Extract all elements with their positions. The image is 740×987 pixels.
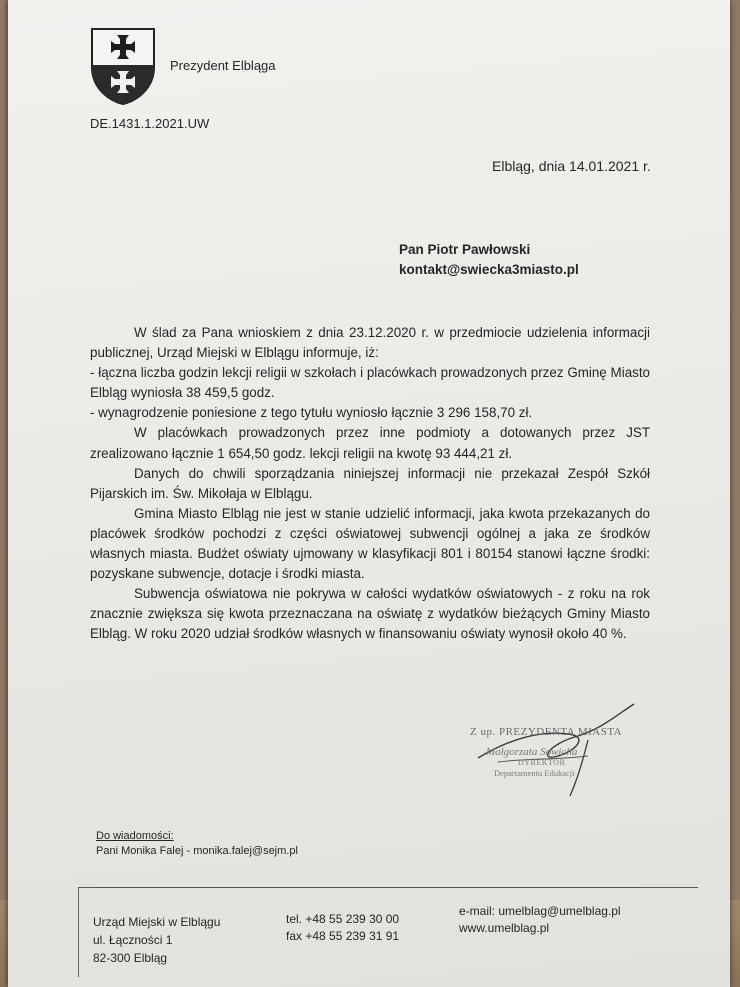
- stamp-role: DYREKTOR: [518, 758, 566, 767]
- elblag-coat-of-arms-icon: [90, 27, 156, 105]
- footer-margin-line: [78, 887, 79, 977]
- body-paragraph: Danych do chwili sporządzania niniejszej informacji nie przekazał Zespół Szkół Pijarskich im. Św. Mikołaja w Elblągu.: [90, 465, 650, 501]
- stamp-name: Małgorzata Sowicha: [486, 746, 578, 758]
- sender-title: Prezydent Elbląga: [170, 58, 276, 73]
- recipient-name: Pan Piotr Pawłowski: [399, 242, 531, 257]
- body-paragraph: Gmina Miasto Elbląg nie jest w stanie udzielić informacji, jaka kwota przekazanych do placówek środków pochodzi z części oświatowej subwencji ogólnej a jaka ze środków własnych miasta. Budżet oświaty ujmowany w klasyfikacji 801 i 80154 stanowi łączne środki: pozyskane subwencje, dotacje i środki miasta.: [90, 505, 650, 582]
- footer-postcode: 82-300 Elbląg: [93, 951, 168, 965]
- body-paragraph: W ślad za Pana wnioskiem z dnia 23.12.2020 r. w przedmiocie udzielenia informacji publicznej, Urząd Miejski w Elblągu informuje, iż:: [90, 325, 650, 361]
- cc-label: Do wiadomości:: [96, 830, 174, 842]
- footer-email: e-mail: umelblag@umelblag.pl: [459, 904, 621, 918]
- letter-body: [90, 323, 650, 645]
- footer-address: [93, 913, 220, 967]
- cc-recipient: Pani Monika Falej - monika.falej@sejm.pl: [96, 845, 298, 857]
- footer-fax: fax +48 55 239 31 91: [286, 929, 400, 943]
- body-paragraph: - łączna liczba godzin lekcji religii w szkołach i placówkach prowadzonych przez Gminę Miasto Elbląg wyniosła 38 459,5 godz.: [90, 365, 650, 401]
- footer-divider: [78, 887, 698, 888]
- letter-page: [8, 0, 730, 987]
- body-paragraph: Subwencja oświatowa nie pokrywa w całości wydatków oświatowych - z roku na rok znacznie zwiększa się kwota przeznaczana na oświatę z wydatków bieżących Gminy Miasto Elbląg. W roku 2020 udział środków własnych w finansowaniu oświaty wynosił około 40 %.: [90, 586, 650, 642]
- recipient-block: [399, 240, 579, 280]
- footer-tel: tel. +48 55 239 30 00: [286, 912, 400, 926]
- reference-number: DE.1431.1.2021.UW: [90, 116, 210, 131]
- stamp-department: Departamentu Edukacji: [494, 768, 575, 778]
- date-line: Elbląg, dnia 14.01.2021 r.: [492, 158, 651, 174]
- footer-website: www.umelblag.pl: [459, 921, 550, 935]
- footer-office-name: Urząd Miejski w Elblągu: [93, 915, 221, 929]
- footer-web: [459, 903, 621, 937]
- footer-phones: [286, 911, 399, 945]
- body-paragraph: - wynagrodzenie poniesione z tego tytułu wyniosło łącznie 3 296 158,70 zł.: [90, 405, 533, 421]
- body-paragraph: W placówkach prowadzonych przez inne podmioty a dotowanych przez JST zrealizowano łącznie 1 654,50 godz. lekcji religii na kwotę 93 444,21 zł.: [90, 425, 650, 461]
- stamp-authorization: Z up. PREZYDENTA MIASTA: [470, 726, 623, 738]
- recipient-email: kontakt@swiecka3miasto.pl: [399, 262, 579, 277]
- footer-street: ul. Łączności 1: [93, 933, 173, 947]
